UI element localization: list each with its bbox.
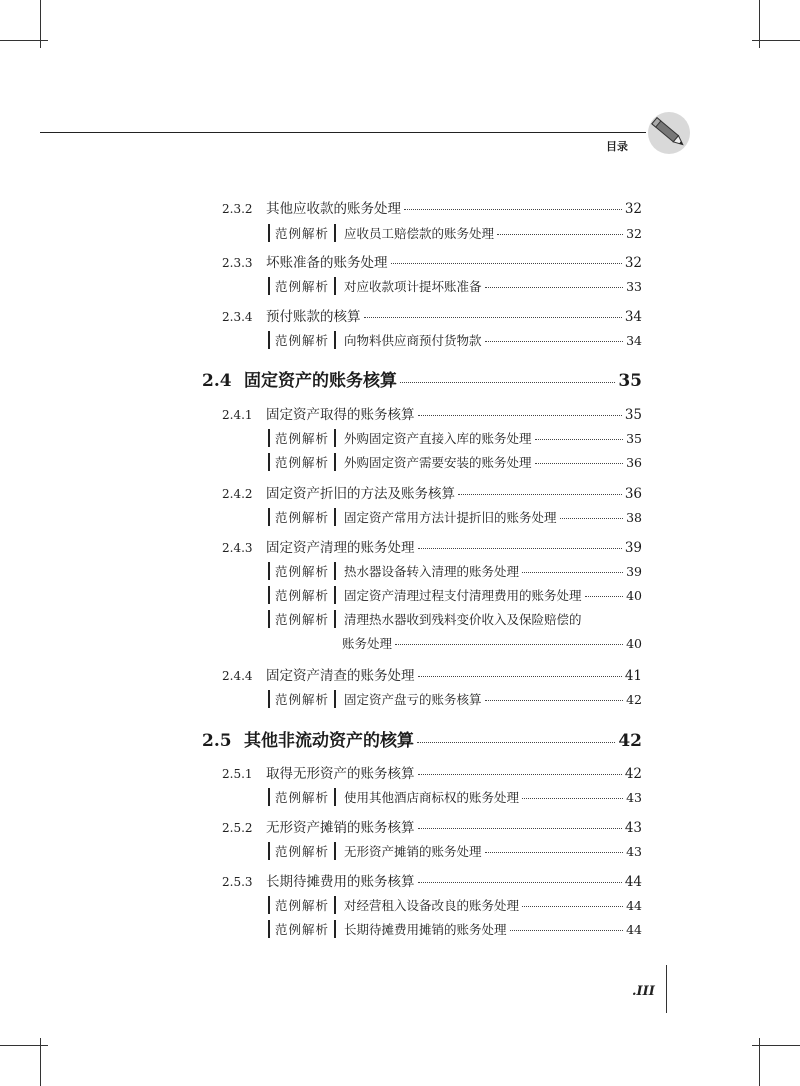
section-title: 其他非流动资产的核算	[244, 731, 414, 751]
entry-title: 向物料供应商预付货物款	[344, 333, 482, 348]
entry-title: 对应收款项计提坏账准备	[344, 279, 482, 294]
example-entry-continuation[interactable]	[342, 634, 642, 652]
entry-title: 清理热水器收到残料变价收入及保险赔偿的	[344, 612, 582, 627]
example-tag: 范例解析	[268, 842, 336, 860]
toc-entry[interactable]	[222, 403, 642, 423]
entry-title: 固定资产清理过程支付清理费用的账务处理	[344, 588, 582, 603]
dot-leader	[522, 572, 623, 573]
page-number: 35	[624, 407, 642, 423]
entry-title: 固定资产折旧的方法及账务核算	[266, 486, 455, 502]
entry-title: 长期待摊费用摊销的账务处理	[344, 922, 507, 937]
page-number: 39	[624, 540, 642, 556]
entry-title: 无形资产摊销的账务处理	[344, 844, 482, 859]
example-entry[interactable]	[268, 453, 642, 471]
dot-leader	[364, 317, 622, 318]
dot-leader	[404, 209, 622, 210]
example-tag: 范例解析	[268, 453, 336, 471]
header-title: 目录	[606, 140, 628, 153]
example-entry[interactable]	[268, 690, 642, 708]
dot-leader	[418, 415, 622, 416]
page-number: 44	[624, 874, 642, 890]
example-tag: 范例解析	[268, 586, 336, 604]
page-number: 36	[624, 486, 642, 502]
page-number: 42	[624, 766, 642, 782]
section-number: 2.4	[202, 371, 232, 391]
entry-number: 2.5.3	[222, 875, 253, 889]
entry-title: 固定资产盘亏的账务核算	[344, 692, 482, 707]
toc-entry[interactable]	[222, 536, 642, 556]
toc-entry[interactable]	[222, 197, 642, 217]
toc-entry[interactable]	[222, 870, 642, 890]
dot-leader	[418, 882, 622, 883]
page-number: 40	[626, 588, 642, 603]
entry-title: 其他应收款的账务处理	[266, 201, 401, 217]
example-tag: 范例解析	[268, 610, 336, 628]
page-number: 38	[626, 510, 642, 525]
example-entry[interactable]	[268, 586, 642, 604]
entry-number: 2.3.2	[222, 202, 253, 216]
entry-title: 取得无形资产的账务核算	[266, 766, 415, 782]
folio-rule	[666, 965, 667, 1013]
dot-leader	[418, 548, 622, 549]
section-number: 2.5	[202, 731, 232, 751]
page-number: 35	[626, 431, 642, 446]
dot-leader	[400, 382, 615, 383]
entry-title: 应收员工赔偿款的账务处理	[344, 226, 495, 241]
example-entry[interactable]	[268, 331, 642, 349]
entry-title: 长期待摊费用的账务核算	[266, 874, 415, 890]
entry-number: 2.3.4	[222, 310, 253, 324]
page-number: 43	[626, 844, 642, 859]
entry-title: 外购固定资产需要安装的账务处理	[344, 455, 532, 470]
dot-leader	[522, 906, 623, 907]
crop-mark	[0, 1045, 48, 1046]
entry-number: 2.4.2	[222, 487, 253, 501]
entry-title: 固定资产清理的账务处理	[266, 540, 415, 556]
page-number: 32	[626, 226, 642, 241]
page-number: 41	[624, 668, 642, 684]
dot-leader	[458, 494, 622, 495]
example-tag: 范例解析	[268, 690, 336, 708]
entry-number: 2.4.4	[222, 669, 253, 683]
example-tag: 范例解析	[268, 920, 336, 938]
entry-title: 热水器设备转入清理的账务处理	[344, 564, 520, 579]
page-number: 36	[626, 455, 642, 470]
entry-title: 使用其他酒店商标权的账务处理	[344, 790, 520, 805]
entry-number: 2.5.2	[222, 821, 253, 835]
page-number: 35	[618, 371, 642, 391]
entry-title: 无形资产摊销的账务核算	[266, 820, 415, 836]
toc-section[interactable]	[202, 366, 642, 391]
toc-entry[interactable]	[222, 482, 642, 502]
crop-mark	[752, 1045, 800, 1046]
crop-mark	[752, 40, 800, 41]
page-number: 40	[626, 636, 642, 651]
page-number: 32	[624, 255, 642, 271]
example-entry[interactable]	[268, 920, 642, 938]
toc-entry[interactable]	[222, 251, 642, 271]
dot-leader	[391, 263, 622, 264]
example-entry[interactable]	[268, 224, 642, 242]
dot-leader	[485, 287, 624, 288]
dot-leader	[418, 676, 622, 677]
entry-title: 账务处理	[342, 636, 393, 651]
page-number: 44	[626, 922, 642, 937]
page-number: 43	[624, 820, 642, 836]
entry-number: 2.5.1	[222, 767, 253, 781]
example-entry[interactable]	[268, 842, 642, 860]
example-tag: 范例解析	[268, 788, 336, 806]
example-tag: 范例解析	[268, 562, 336, 580]
dot-leader	[485, 341, 624, 342]
dot-leader	[585, 596, 624, 597]
dot-leader	[522, 798, 623, 799]
entry-number: 2.4.1	[222, 408, 253, 422]
toc-entry[interactable]	[222, 305, 642, 325]
page-number: 34	[626, 333, 642, 348]
entry-title: 坏账准备的账务处理	[266, 255, 388, 271]
page-number: 42	[626, 692, 642, 707]
page-number: 32	[624, 201, 642, 217]
example-entry[interactable]	[268, 508, 642, 526]
pencil-icon	[646, 110, 692, 156]
example-entry[interactable]	[268, 896, 642, 914]
dot-leader	[497, 234, 623, 235]
entry-title: 外购固定资产直接入库的账务处理	[344, 431, 532, 446]
example-entry[interactable]	[268, 429, 642, 447]
example-tag: 范例解析	[268, 331, 336, 349]
example-tag: 范例解析	[268, 896, 336, 914]
entry-title: 固定资产清查的账务处理	[266, 668, 415, 684]
page-number: 43	[626, 790, 642, 805]
dot-leader	[535, 463, 624, 464]
header-rule	[40, 132, 646, 133]
toc-entry[interactable]	[222, 664, 642, 684]
example-entry[interactable]	[268, 610, 642, 628]
entry-title: 预付账款的核算	[266, 309, 361, 325]
example-tag: 范例解析	[268, 429, 336, 447]
entry-number: 2.3.3	[222, 256, 253, 270]
page-number: 34	[624, 309, 642, 325]
folio-page-number: .III	[632, 984, 655, 999]
page-number: 42	[618, 731, 642, 751]
entry-title: 固定资产常用方法计提折旧的账务处理	[344, 510, 557, 525]
dot-leader	[418, 828, 622, 829]
dot-leader	[395, 644, 623, 645]
crop-mark	[0, 40, 48, 41]
dot-leader	[485, 700, 624, 701]
entry-number: 2.4.3	[222, 541, 253, 555]
page-number: 33	[626, 279, 642, 294]
page-number: 44	[626, 898, 642, 913]
example-entry[interactable]	[268, 277, 642, 295]
example-tag: 范例解析	[268, 277, 336, 295]
dot-leader	[510, 930, 624, 931]
toc-section[interactable]	[202, 726, 642, 751]
dot-leader	[560, 518, 624, 519]
example-entry[interactable]	[268, 562, 642, 580]
toc-entry[interactable]	[222, 762, 642, 782]
dot-leader	[418, 774, 622, 775]
entry-title: 固定资产取得的账务核算	[266, 407, 415, 423]
entry-title: 对经营租入设备改良的账务处理	[344, 898, 520, 913]
toc-entry[interactable]	[222, 816, 642, 836]
dot-leader	[485, 852, 624, 853]
section-title: 固定资产的账务核算	[244, 371, 397, 391]
dot-leader	[535, 439, 624, 440]
page-number: 39	[626, 564, 642, 579]
example-entry[interactable]	[268, 788, 642, 806]
example-tag: 范例解析	[268, 508, 336, 526]
example-tag: 范例解析	[268, 224, 336, 242]
dot-leader	[417, 742, 615, 743]
